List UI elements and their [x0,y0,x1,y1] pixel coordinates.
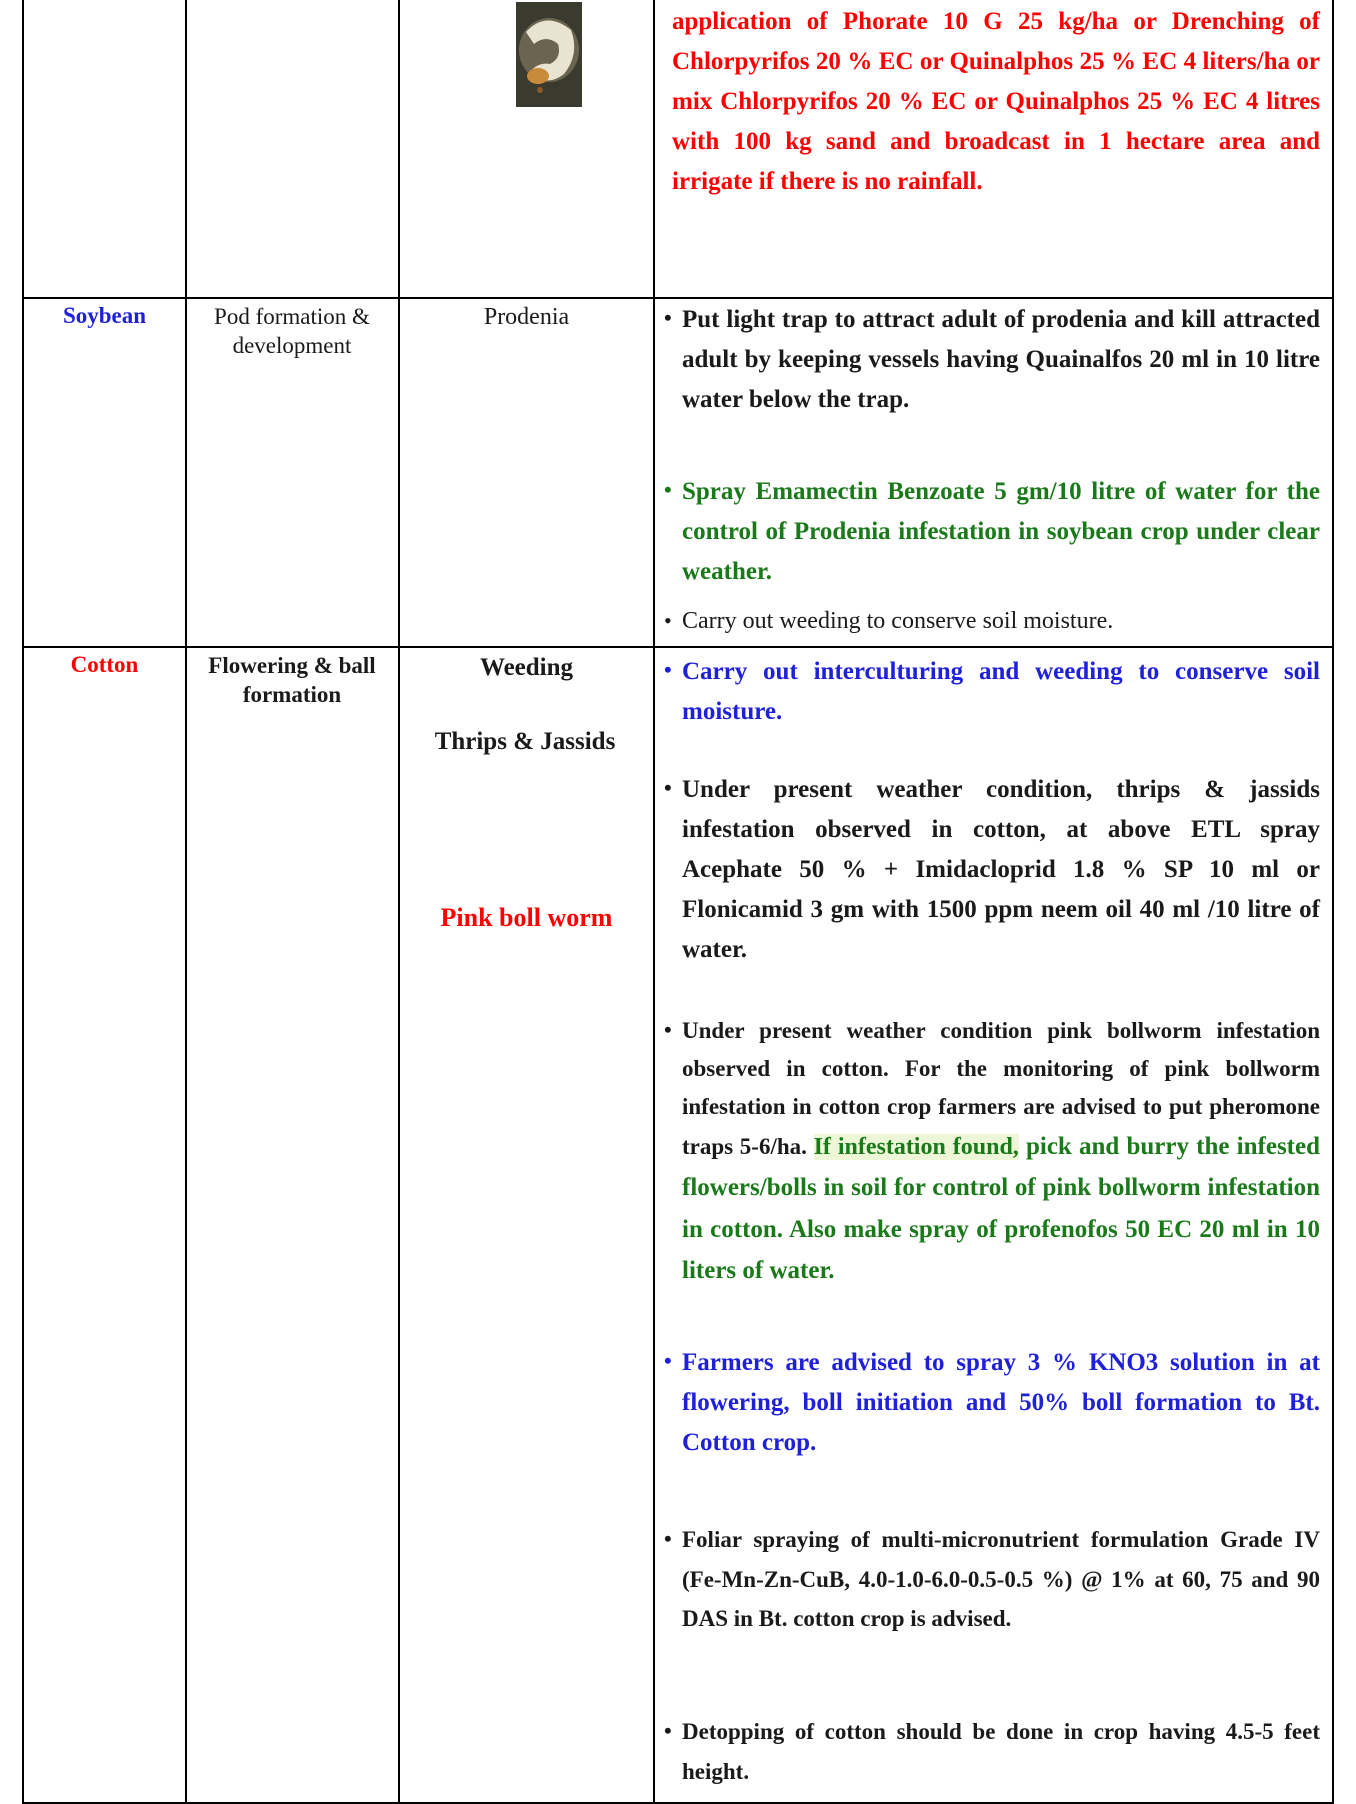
pest-cotton-weeding: Weeding [479,654,574,681]
cotton-advice-2: • Under present weather condition, thrips & jassids infestation observed in cotton, at above ETL spray Acephate 50 % + Imidacloprid 1.8 % SP 10 ml or Flonicamid 3 gm with 1500 ppm neem oil 40 ml /10 litre of water. [664,775,1320,963]
row-divider-1 [22,297,1334,299]
table-border-right [1332,0,1334,1804]
stage-soybean: Pod formation & development [214,304,370,358]
crop-soybean: Soybean [62,303,147,328]
cotton-advice-6: • Detopping of cotton should be done in crop having 4.5-5 feet height. [664,1718,1320,1784]
crop-cotton: Cotton [70,652,139,677]
cotton-advice-5: • Foliar spraying of multi-micronutrient formulation Grade IV (Fe-Mn-Zn-CuB, 4.0-1.0-6.0-0.5-0.5 %) @ 1% at 60, 75 and 90 DAS in Bt. cotton crop is advised. [664,1526,1320,1632]
row0-advice: application of Phorate 10 G 25 kg/ha or Drenching of Chlorpyrifos 20 % EC or Quinalphos 25 % EC 4 liters/ha or mix Chlorpyrifos 20 % EC or Quinalphos 25 % EC 4 litres with 100 kg sand and broadcast in 1 hectare area and irrigate if there is no rainfall. [672,8,1320,195]
cotton-advice-3: • Under present weather condition pink bollworm infestation observed in cotton. For the monitoring of pink bollworm infestation in cotton crop farmers are advised to put pheromone traps 5-6/ha. If infestation found, pick and burry the infested flowers/bolls in soil for control of pink bollworm infestation in cotton. Also make spray of profenofos 50 EC 20 ml in 10 liters of water. [664,1017,1320,1284]
cotton-advice-1: • Carry out interculturing and weeding to conserve soil moisture. [664,657,1320,725]
pest-cotton-pink-boll-worm: Pink boll worm [440,903,613,932]
soybean-advice-1: • Put light trap to attract adult of prodenia and kill attracted adult by keeping vessels having Quainalfos 20 ml in 10 litre water below the trap. [664,305,1320,413]
cotton-advice-4: • Farmers are advised to spray 3 % KNO3 solution in at flowering, boll initiation and 50% boll formation to Bt. Cotton crop. [664,1348,1320,1456]
table-border-left [22,0,24,1804]
stage-cotton: Flowering & ball formation [208,653,376,707]
pest-cotton-thrips-jassids: Thrips & Jassids [434,728,616,755]
soybean-advice-3: • Carry out weeding to conserve soil moisture. [664,608,1114,634]
column-divider-1 [185,0,187,1804]
white-grub-image [516,2,582,107]
row-divider-2 [22,646,1334,648]
soybean-advice-2: • Spray Emamectin Benzoate 5 gm/10 litre of water for the control of Prodenia infestation in soybean crop under clear weather. [664,477,1320,585]
pest-soybean: Prodenia [483,304,570,330]
column-divider-3 [653,0,655,1804]
